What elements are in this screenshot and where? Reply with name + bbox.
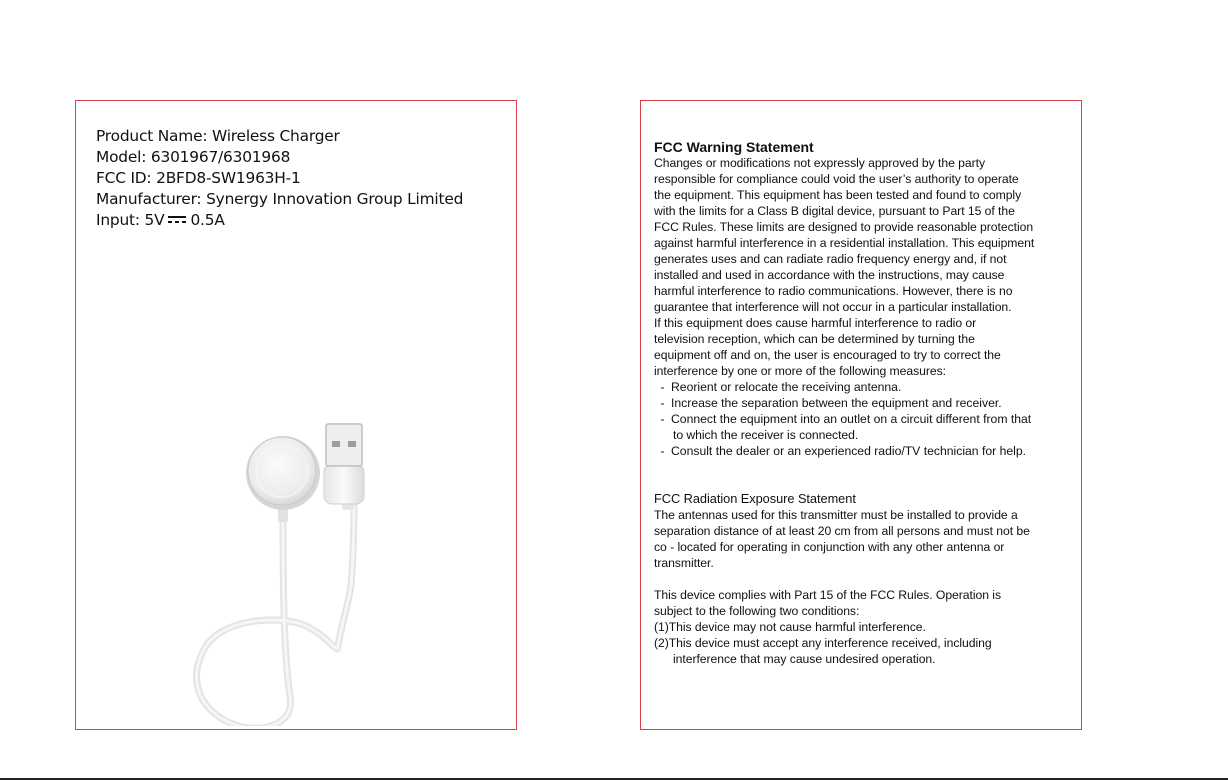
input-prefix: Input: 5V	[96, 211, 165, 229]
fcc-warning-line: Changes or modifications not expressly approved by the party	[654, 156, 985, 170]
model-number: Model: 6301967/6301968	[96, 148, 291, 166]
fcc-warning-line: against harmful interference in a residential installation. This equipment	[654, 236, 1035, 250]
dc-current-icon	[167, 214, 187, 226]
fcc-warning-line: television reception, which can be determined by turning the	[654, 332, 975, 346]
fcc-warning-line: the equipment. This equipment has been tested and found to comply	[654, 188, 1022, 202]
fcc-warning-line: interference by one or more of the following measures:	[654, 364, 946, 378]
measure-item	[654, 395, 1079, 411]
product-name: Product Name: Wireless Charger	[96, 127, 340, 145]
section-spacer	[654, 571, 1079, 587]
fcc-warning-line: guarantee that interference will not occur in a particular installation.	[654, 300, 1012, 314]
manufacturer: Manufacturer: Synergy Innovation Group Limited	[96, 190, 464, 208]
bullet-mark: -	[660, 444, 665, 458]
compliance-continuation: interference that may cause undesired operation.	[673, 652, 936, 666]
input-suffix: 0.5A	[190, 211, 225, 229]
compliance-line: subject to the following two conditions:	[654, 604, 860, 618]
bullet-mark: -	[660, 412, 665, 426]
bullet-mark: -	[660, 380, 665, 394]
fcc-warning-line: equipment off and on, the user is encouraged to try to correct the	[654, 348, 1001, 362]
measure-text: Reorient or relocate the receiving antenna.	[671, 380, 902, 394]
compliance-line: (1)This device may not cause harmful interference.	[654, 620, 926, 634]
product-label-panel	[75, 100, 517, 730]
page-bottom-rule	[0, 778, 1228, 780]
measure-text: Connect the equipment into an outlet on a circuit different from that	[671, 412, 1032, 426]
rf-exposure-heading: FCC Radiation Exposure Statement	[654, 491, 856, 506]
fcc-warning-line: installed and used in accordance with the instructions, may cause	[654, 268, 1005, 282]
input-rating	[96, 210, 463, 231]
measure-text: Increase the separation between the equipment and receiver.	[671, 396, 1002, 410]
product-spec-block	[96, 126, 463, 231]
fcc-warning-line: generates uses and can radiate radio frequency energy and, if not	[654, 252, 1007, 266]
rf-exposure-line: separation distance of at least 20 cm from all persons and must not be	[654, 524, 1030, 538]
fcc-warning-heading: FCC Warning Statement	[654, 139, 814, 155]
rf-exposure-line: transmitter.	[654, 556, 714, 570]
fcc-statement-panel	[640, 100, 1082, 730]
fcc-warning-line: responsible for compliance could void the user’s authority to operate	[654, 172, 1019, 186]
bullet-mark: -	[660, 396, 665, 410]
puck-strain-relief	[278, 508, 288, 522]
measure-item	[654, 411, 1079, 427]
fcc-id: FCC ID: 2BFD8-SW1963H-1	[96, 169, 301, 187]
measure-item	[654, 379, 1079, 395]
section-spacer	[654, 459, 1079, 491]
fcc-warning-line: with the limits for a Class B digital device, pursuant to Part 15 of the	[654, 204, 1015, 218]
charging-cable-illustration	[166, 316, 416, 726]
compliance-line: (2)This device must accept any interference received, including	[654, 636, 992, 650]
measure-continuation: to which the receiver is connected.	[673, 428, 859, 442]
fcc-warning-line: FCC Rules. These limits are designed to provide reasonable protection	[654, 220, 1034, 234]
measure-item	[654, 443, 1079, 459]
rf-exposure-line: The antennas used for this transmitter must be installed to provide a	[654, 508, 1018, 522]
rf-exposure-line: co - located for operating in conjunction with any other antenna or	[654, 540, 1005, 554]
fcc-warning-line: harmful interference to radio communications. However, there is no	[654, 284, 1013, 298]
fcc-warning-line: If this equipment does cause harmful interference to radio or	[654, 316, 977, 330]
measure-text: Consult the dealer or an experienced radio/TV technician for help.	[671, 444, 1027, 458]
fcc-text-block	[654, 139, 1079, 667]
compliance-line: This device complies with Part 15 of the FCC Rules. Operation is	[654, 588, 1001, 602]
